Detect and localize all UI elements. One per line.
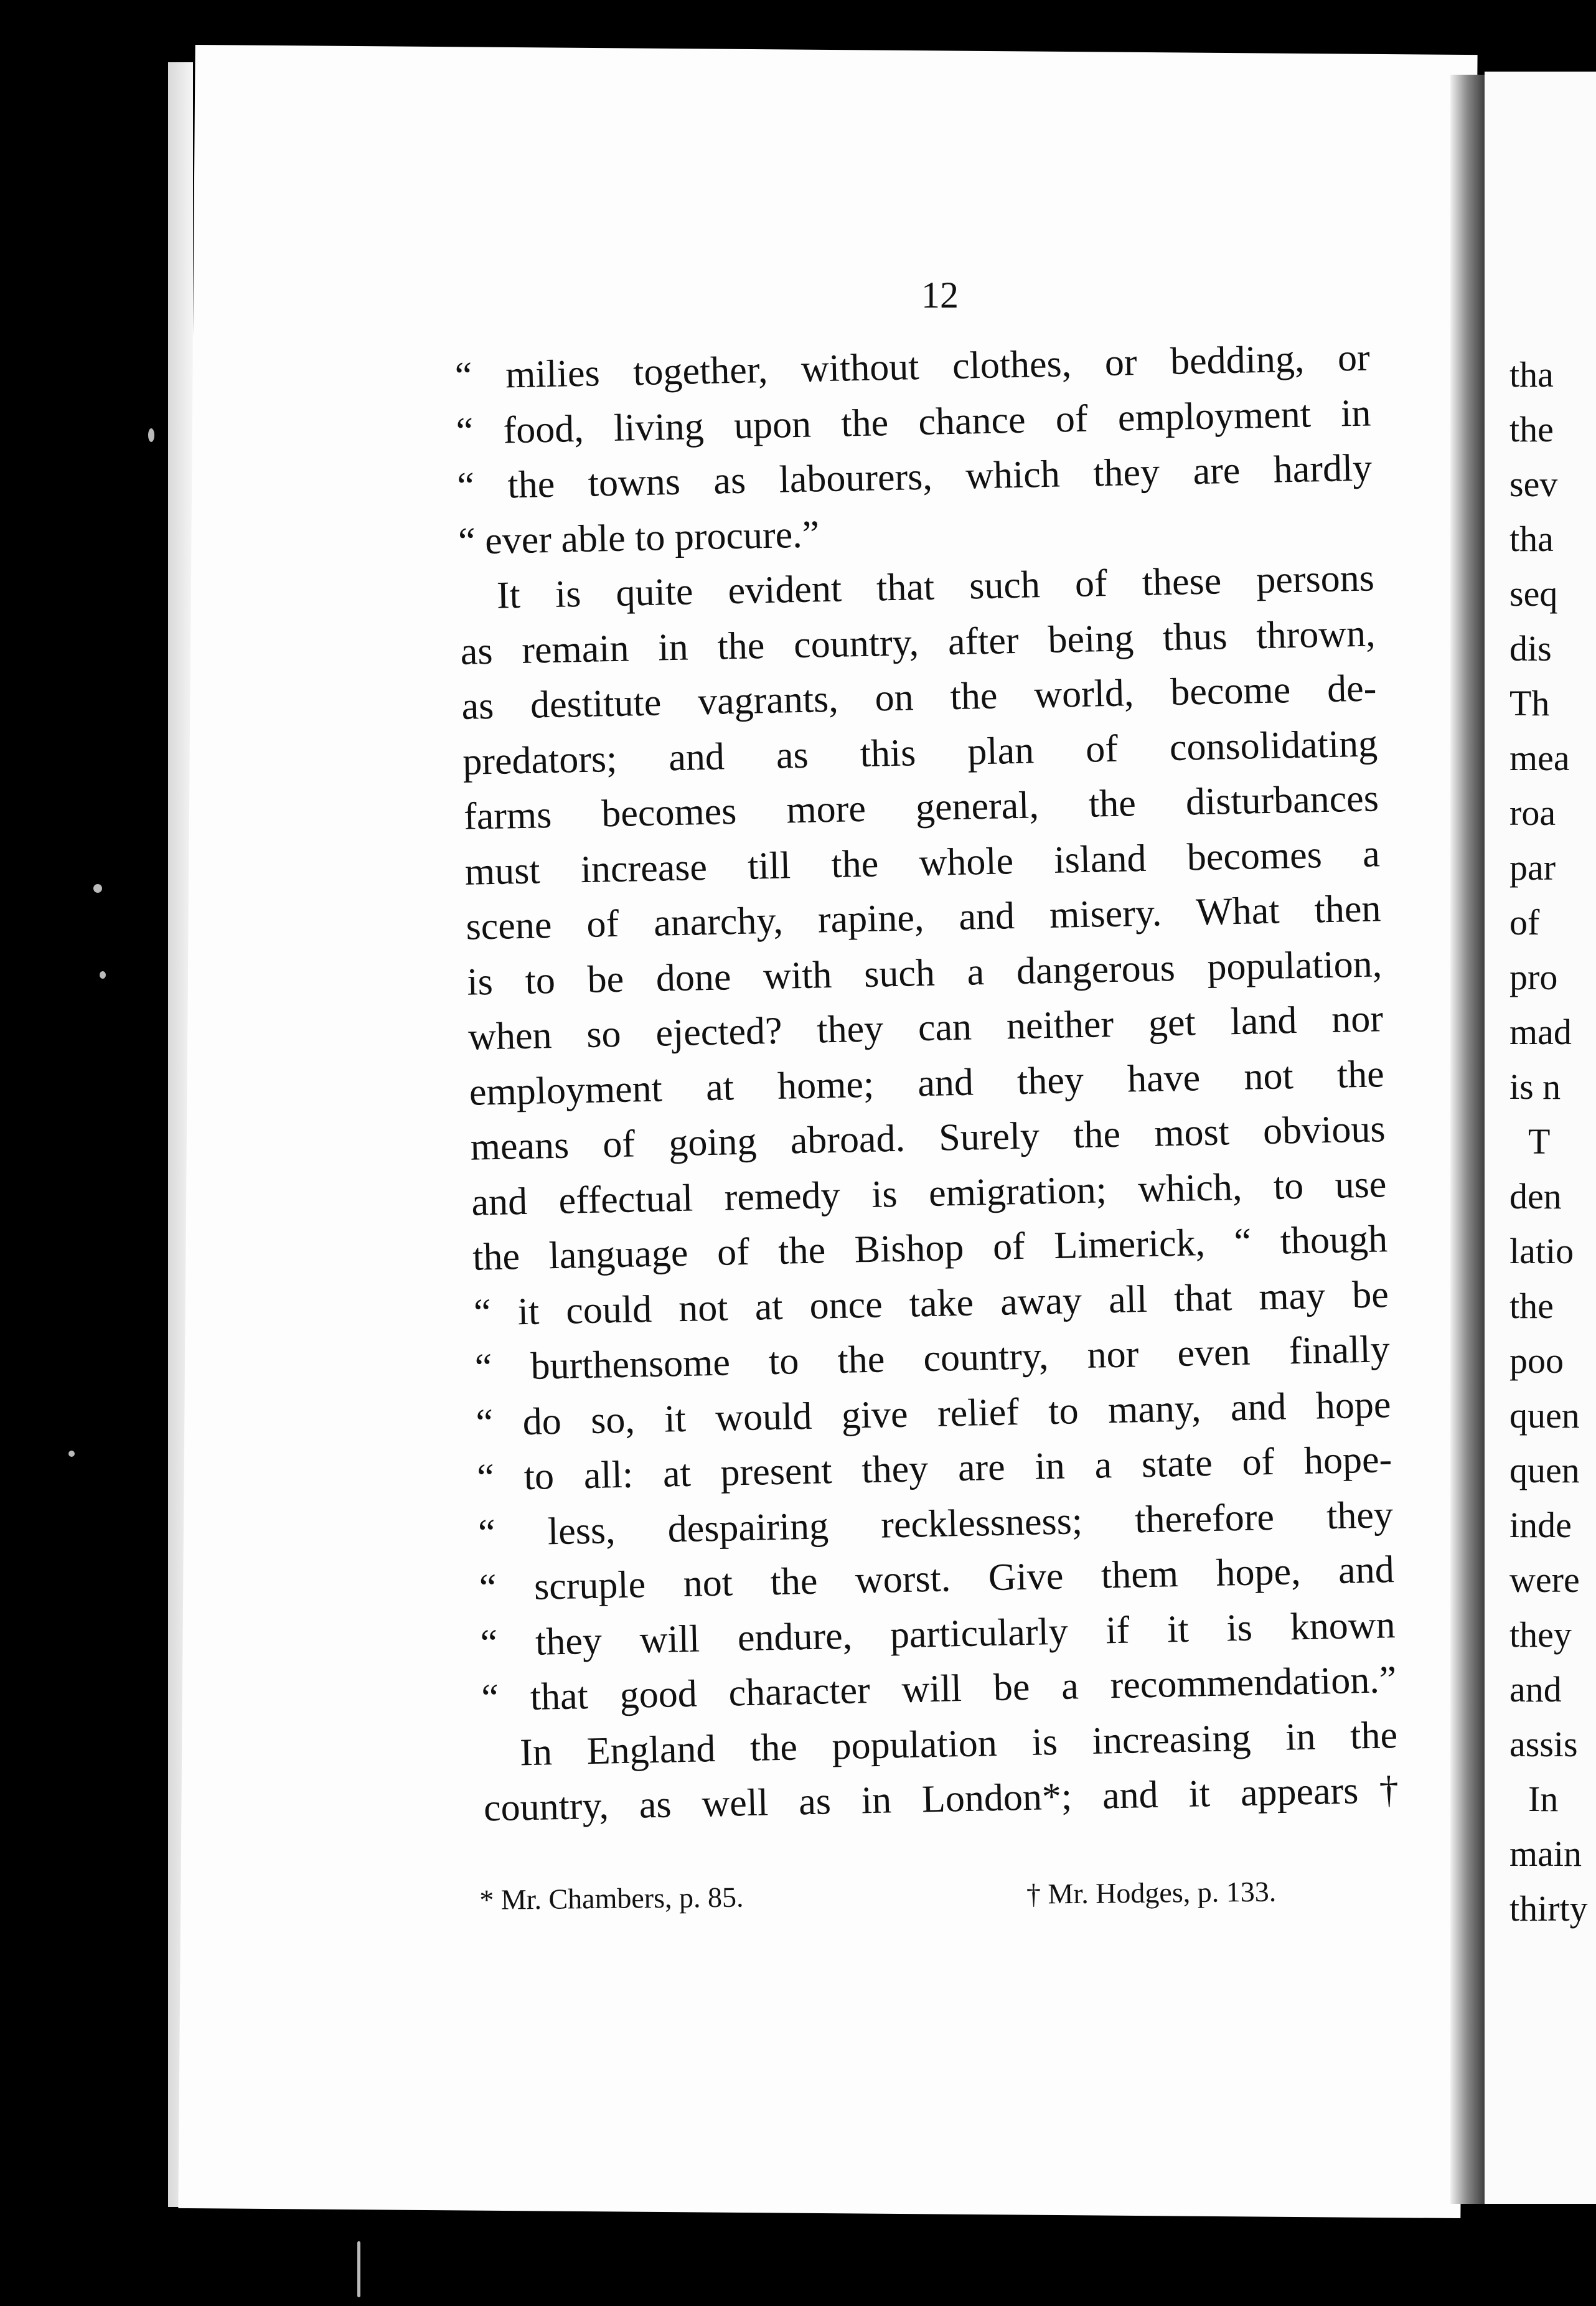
facing-line: quen (1509, 1395, 1580, 1436)
facing-line: assis (1509, 1724, 1578, 1764)
facing-line: T (1528, 1121, 1551, 1162)
text-line: employment at home; and they have not the (469, 1052, 1385, 1114)
scan-speck (93, 884, 102, 893)
facing-line: pro (1509, 957, 1558, 997)
facing-line: In (1528, 1779, 1559, 1819)
page-number: 12 (921, 275, 959, 316)
facing-line: the (1509, 1286, 1554, 1326)
facing-line: seq (1509, 573, 1558, 614)
facing-line: is n (1509, 1066, 1561, 1107)
facing-line: dis (1509, 628, 1552, 669)
text-line: must increase till the whole island becomes a (464, 832, 1381, 893)
scan-speck (357, 2241, 360, 2297)
footnote-hodges: † Mr. Hodges, p. 133. (1026, 1875, 1277, 1910)
text-line: “ burthensome to the country, nor even finally (474, 1328, 1391, 1389)
book-gutter (1450, 75, 1488, 2204)
facing-line: quen (1509, 1450, 1580, 1490)
text-line: “ to all: at present they are in a state of hope- (476, 1438, 1392, 1499)
text-line: “ do so, it would give relief to many, and hope (475, 1383, 1392, 1444)
facing-line: roa (1509, 793, 1556, 833)
text-line: predators; and as this plan of consolidating (462, 722, 1378, 783)
facing-line: Th (1509, 683, 1550, 723)
scan-speck (68, 1451, 75, 1457)
facing-line: den (1509, 1176, 1562, 1217)
text-line: “ that good character will be a recommendation.” (481, 1659, 1397, 1720)
facing-page (1485, 72, 1596, 2204)
facing-line: were (1509, 1560, 1580, 1600)
text-line: as remain in the country, after being thus thrown, (460, 611, 1376, 673)
scan-speck (148, 428, 154, 442)
facing-line: latio (1509, 1231, 1574, 1271)
facing-line: tha (1509, 519, 1554, 559)
text-line: as destitute vagrants, on the world, become de- (461, 667, 1377, 728)
text-line: “ they will endure, particularly if it is known (480, 1603, 1396, 1665)
facing-line: of (1509, 902, 1540, 943)
facing-line: tha (1509, 354, 1554, 395)
facing-line: they (1509, 1614, 1572, 1655)
facing-line: sev (1509, 464, 1558, 504)
facing-line: mea (1509, 738, 1570, 778)
text-line: means of going abroad. Surely the most obvious (470, 1108, 1386, 1169)
text-line: “ the towns as labourers, which they are hardly (456, 446, 1373, 507)
text-line: the language of the Bishop of Limerick, “ though (472, 1218, 1388, 1279)
footnote-chambers: * Mr. Chambers, p. 85. (479, 1881, 744, 1916)
text-line: “ less, despairing recklessness; therefore they (477, 1493, 1394, 1555)
text-line: “ food, living upon the chance of employment in (455, 391, 1372, 453)
text-line: when so ejected? they can neither get land nor (467, 997, 1384, 1058)
text-line: country, as well as in London*; and it appears† (483, 1769, 1399, 1830)
text-line: scene of anarchy, rapine, and misery. What then (465, 887, 1382, 948)
text-line: “ scruple not the worst. Give them hope, and (479, 1548, 1395, 1609)
scan-speck (100, 971, 106, 979)
text-line: is to be done with such a dangerous population, (466, 942, 1382, 1004)
text-line: It is quite evident that such of these persons (496, 557, 1375, 617)
facing-line: main (1509, 1833, 1582, 1874)
text-line: “ ever able to procure.” (458, 512, 820, 563)
facing-line: par (1509, 847, 1556, 888)
facing-line: poo (1509, 1340, 1564, 1381)
facing-line: inde (1509, 1505, 1572, 1545)
facing-line: and (1509, 1669, 1562, 1710)
text-line: and effectual remedy is emigration; which, to use (471, 1162, 1387, 1224)
text-line: “ milies together, without clothes, or bedding, or (454, 336, 1371, 397)
facing-line: thirty (1509, 1888, 1588, 1929)
text-line: “ it could not at once take away all that may be (473, 1273, 1389, 1334)
body-text (454, 330, 1399, 1836)
text-line: farms becomes more general, the disturbances (463, 777, 1379, 838)
facing-line: mad (1509, 1012, 1572, 1052)
text-line: In England the population is increasing in the (519, 1713, 1398, 1774)
facing-line: the (1509, 409, 1554, 449)
